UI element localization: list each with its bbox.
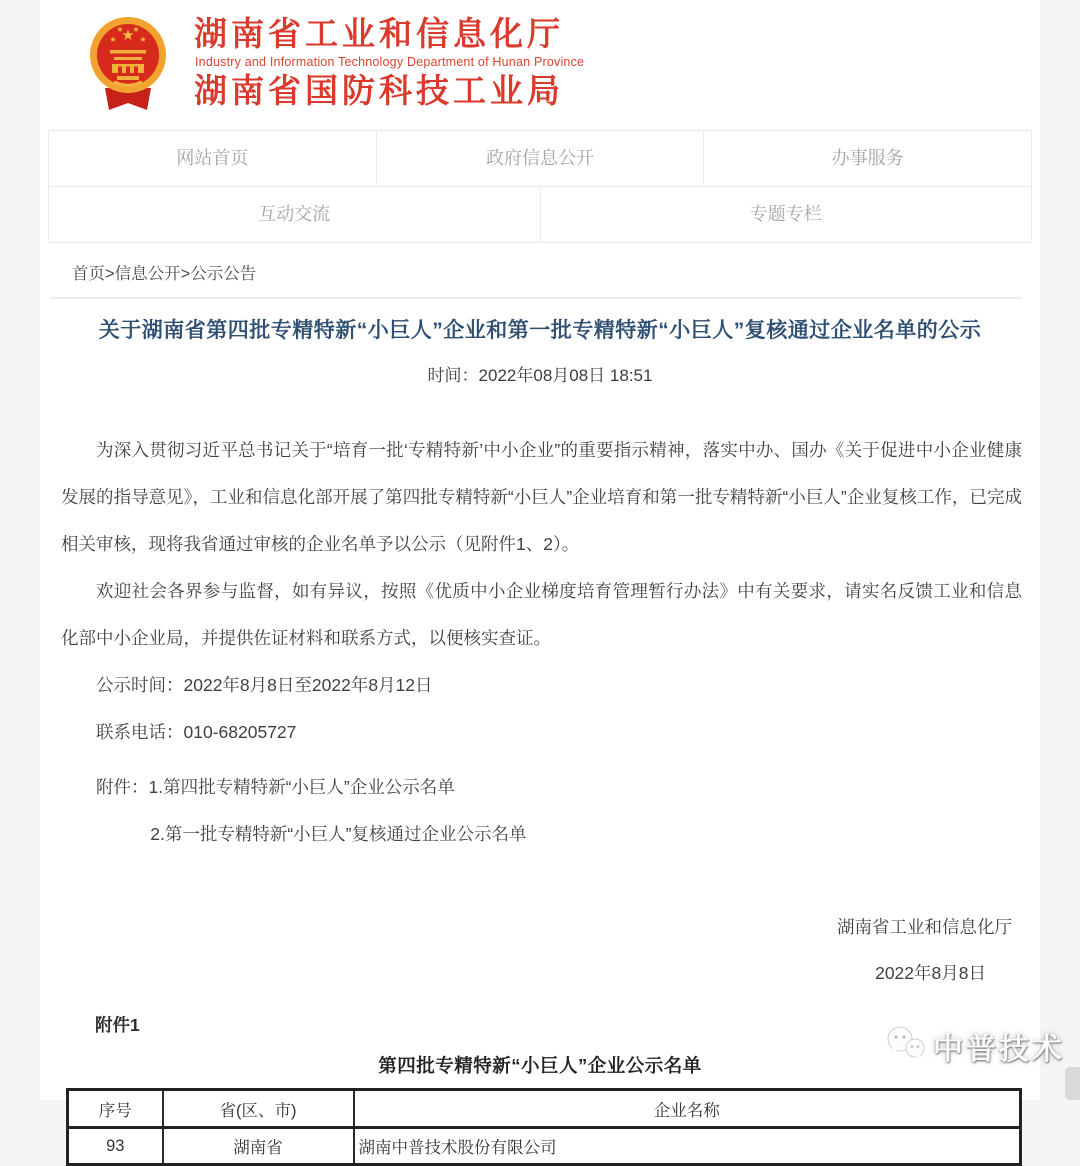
nav-row-1 [49, 131, 1031, 187]
cell-province: 湖南省 [163, 1128, 354, 1165]
paragraph-1: 为深入贯彻习近平总书记关于“培育一批‘专精特新’中小企业”的重要指示精神，落实中办、国办《关于促进中小企业健康发展的指导意见》，工业和信息化部开展了第四批专精特新“小巨人”企业培育和第一批专精特新“小巨人”企业复核工作，已完成相关审核，现将我省通过审核的企业名单予以公示（见附件1、2）。 [61, 440, 1022, 554]
cell-company-name: 湖南中普技术股份有限公司 [354, 1128, 1021, 1165]
nav-item-gov-info[interactable]: 政府信息公开 [377, 131, 705, 186]
table-row [68, 1128, 1021, 1165]
nav-item-home[interactable]: 网站首页 [49, 131, 377, 186]
content-panel [40, 0, 1040, 1157]
company-roster-table [66, 1088, 1022, 1166]
column-header-no: 序号 [68, 1090, 163, 1128]
svg-text:★: ★ [139, 35, 147, 44]
svg-text:★: ★ [132, 25, 140, 34]
org-name-en: Industry and Information Technology Department of Hunan Province [195, 55, 585, 70]
table-header-row [68, 1090, 1021, 1128]
national-emblem-logo [88, 14, 168, 114]
column-header-province: 省(区、市) [163, 1090, 354, 1128]
attachment-item-1: 附件：1.第四批专精特新“小巨人”企业公示名单 [96, 777, 455, 797]
svg-text:★: ★ [121, 27, 135, 44]
org-name-cn-1: 湖南省工业和信息化厅 [194, 15, 564, 52]
article-body [61, 427, 1022, 858]
attachment-item-2: 2.第一批专精特新“小巨人”复核通过企业公示名单 [150, 824, 527, 844]
svg-text:★: ★ [116, 25, 124, 34]
main-nav [48, 130, 1032, 243]
site-header [40, 0, 1040, 128]
column-header-company: 企业名称 [354, 1090, 1021, 1128]
org-title-block [194, 14, 584, 110]
publish-time: 时间：2022年08月08日 18:51 [427, 366, 653, 385]
nav-row-2 [49, 187, 1031, 242]
nav-item-interaction[interactable]: 互动交流 [49, 187, 541, 242]
cell-serial-no: 93 [68, 1128, 163, 1165]
nav-item-special-topics[interactable]: 专题专栏 [749, 204, 822, 224]
publicity-period: 公示时间：2022年8月8日至2022年8月12日 [96, 675, 433, 695]
contact-phone: 联系电话：010-68205727 [96, 722, 297, 742]
attachments-list [61, 764, 1022, 858]
breadcrumb[interactable]: 首页>信息公开>公示公告 [72, 265, 257, 283]
svg-text:★: ★ [109, 35, 117, 44]
nav-item-services[interactable]: 办事服务 [831, 148, 904, 168]
watermark-text: 中普技术 [933, 1033, 1065, 1066]
breadcrumb-bar [50, 243, 1022, 299]
paragraph-2: 欢迎社会各界参与监督，如有异议，按照《优质中小企业梯度培育管理暂行办法》中有关要求，请实名反馈工业和信息化部中小企业局，并提供佐证材料和联系方式，以便核实查证。 [61, 581, 1022, 648]
signature-block [40, 904, 1012, 996]
appendix-table-title: 第四批专精特新“小巨人”企业公示名单 [378, 1055, 702, 1076]
appendix-label: 附件1 [95, 1015, 140, 1035]
page-title: 关于湖南省第四批专精特新“小巨人”企业和第一批专精特新“小巨人”复核通过企业名单的公示 [98, 319, 982, 342]
signature-org: 湖南省工业和信息化厅 [837, 917, 1012, 937]
org-name-cn-2: 湖南省国防科技工业局 [194, 72, 564, 110]
signature-date: 2022年8月8日 [875, 963, 986, 983]
scrollbar-thumb[interactable] [1065, 1067, 1080, 1100]
